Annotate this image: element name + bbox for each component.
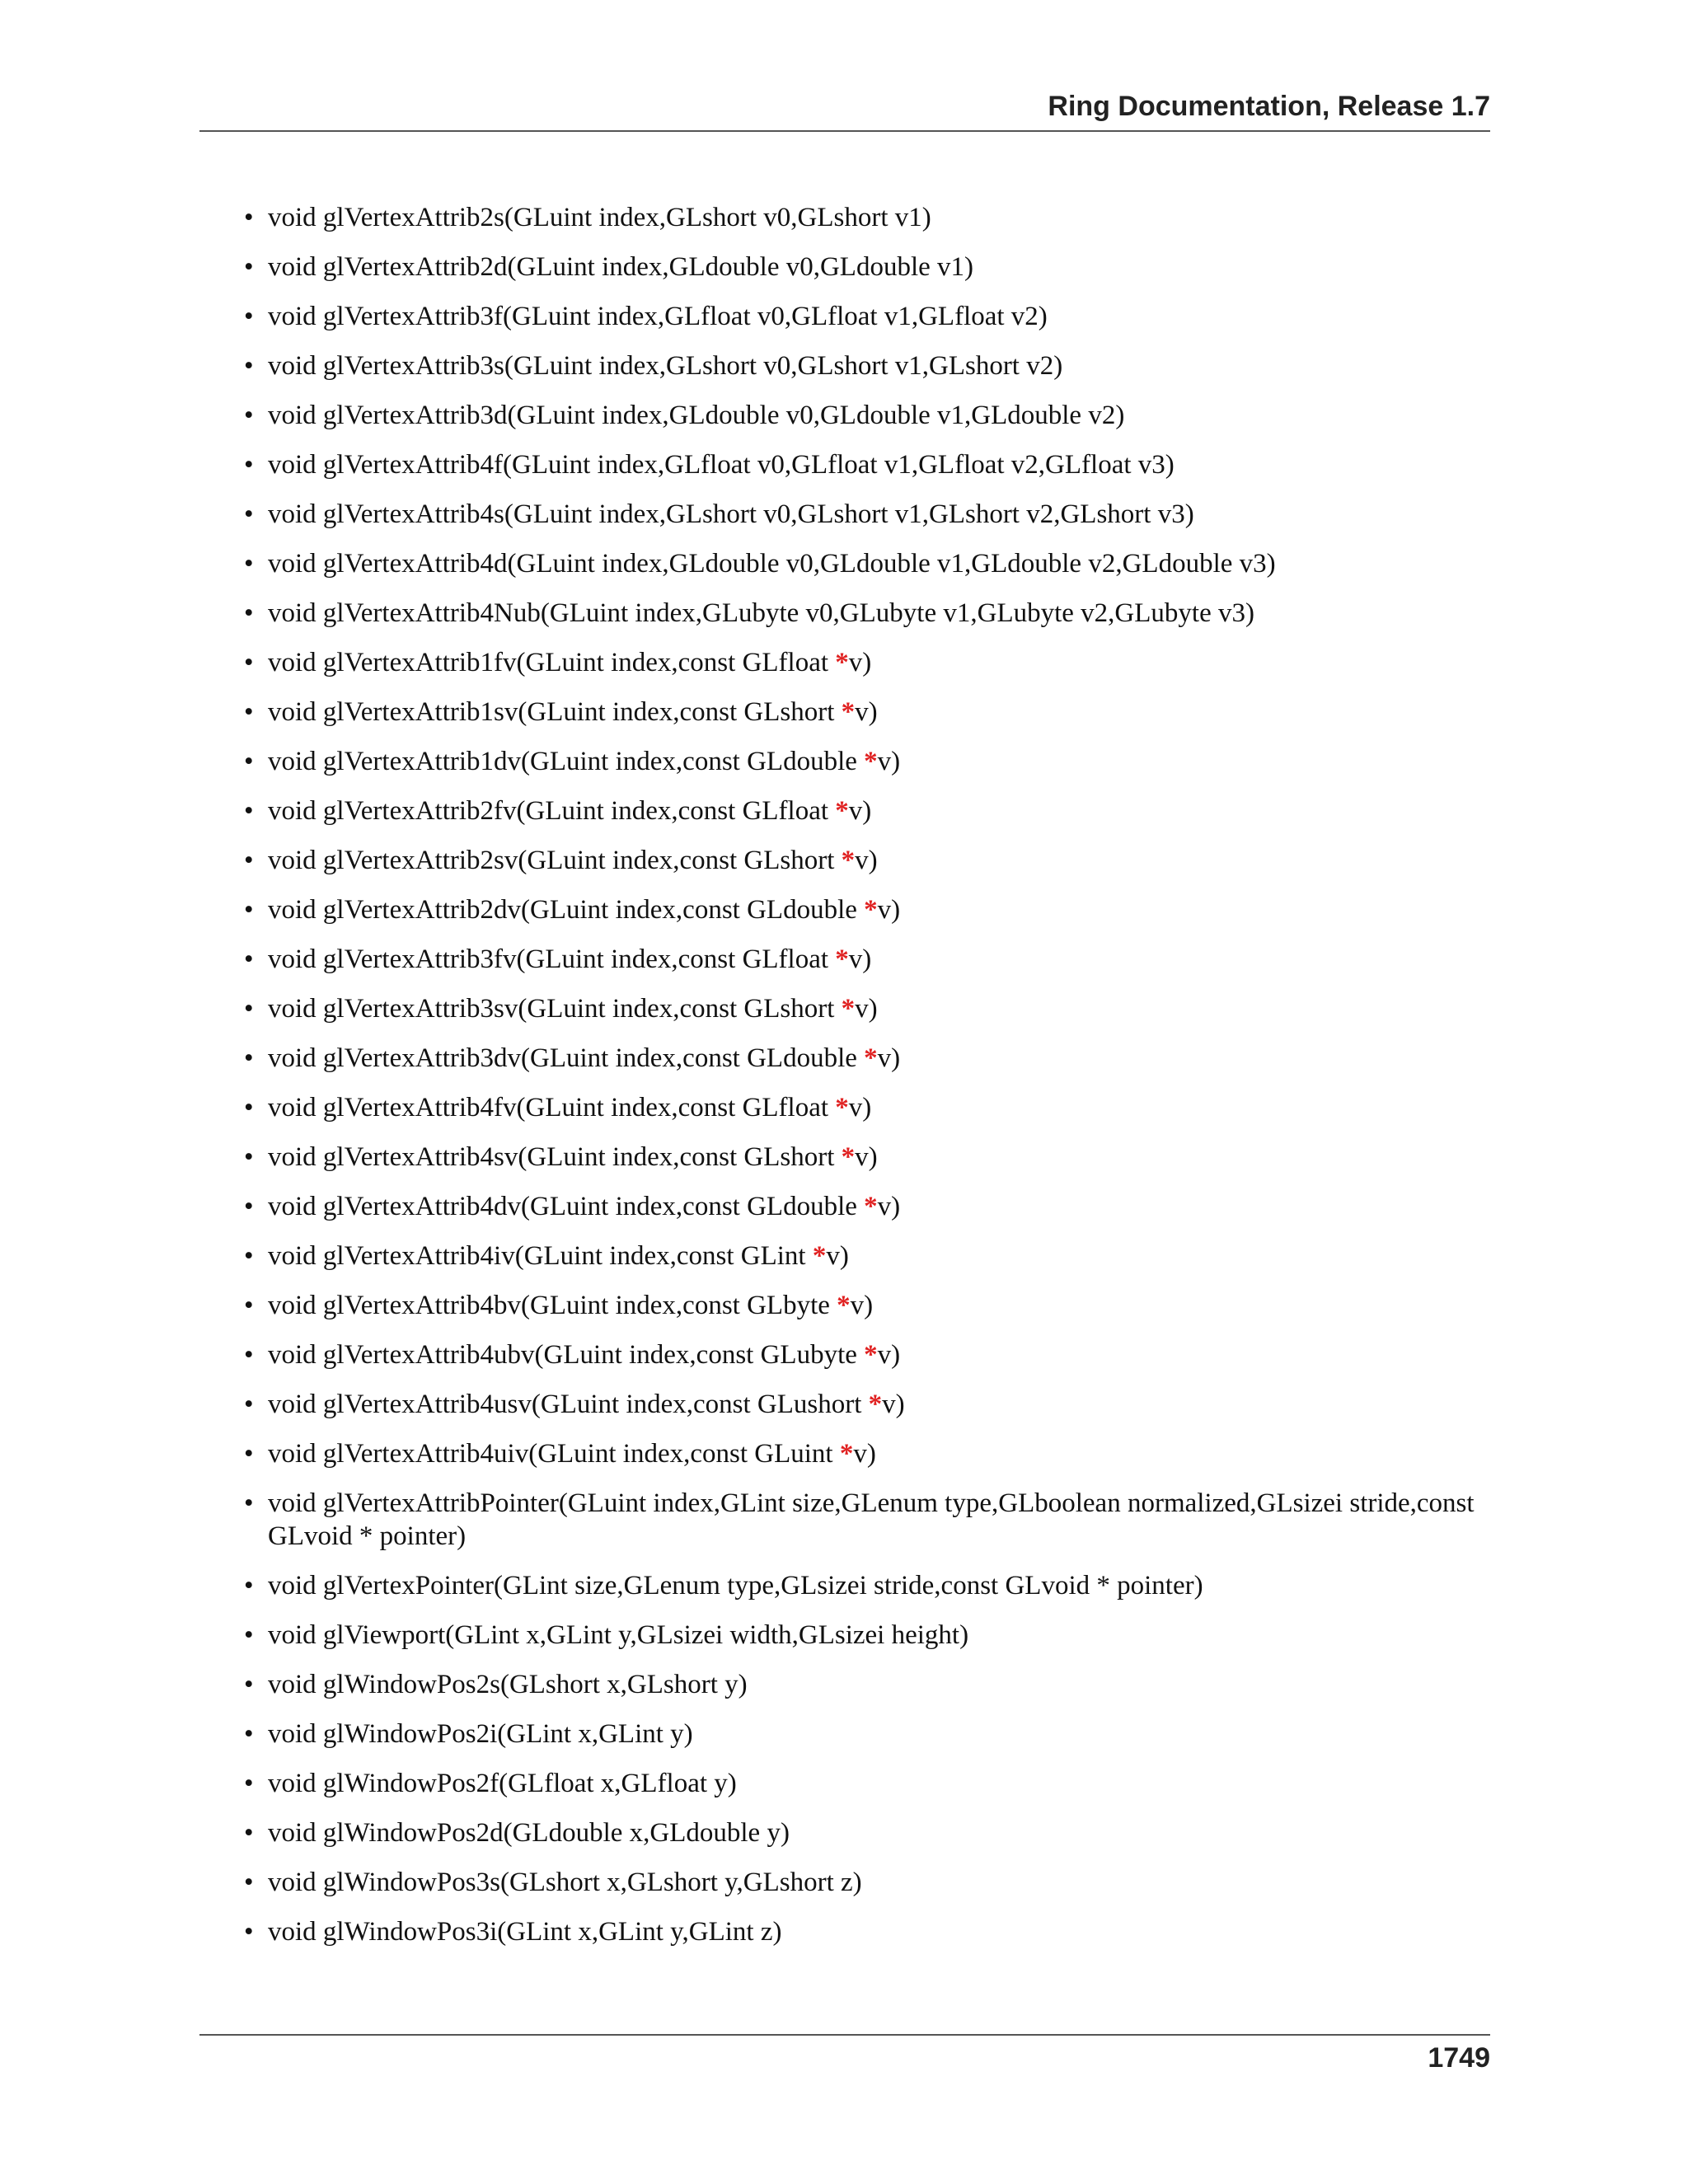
bullet-icon: • [244, 796, 254, 826]
item-text: void glVertexAttrib4s(GLuint index,GLshort v0,GLshort v1,GLshort v2,GLshort v3) [268, 499, 1194, 529]
item-text: void glVertexAttrib2s(GLuint index,GLshort v0,GLshort v1) [268, 203, 931, 232]
item-text: void glWindowPos2i(GLint x,GLint y) [268, 1719, 693, 1749]
pointer-asterisk: * [839, 1439, 854, 1469]
list-item [244, 1816, 1490, 1849]
list-item [244, 1866, 1490, 1899]
list-item [244, 1338, 1490, 1371]
list-item [244, 1091, 1490, 1124]
item-text-tail: v) [848, 796, 872, 826]
list-item [244, 201, 1490, 234]
item-text-tail: v) [855, 1142, 878, 1172]
list-item [244, 1915, 1490, 1948]
bullet-icon: • [244, 1571, 254, 1601]
bullet-icon: • [244, 499, 254, 529]
item-text: void glWindowPos3i(GLint x,GLint y,GLint z) [268, 1917, 782, 1947]
pointer-asterisk: * [835, 648, 849, 677]
item-text: void glVertexAttrib4dv(GLuint index,const GLdouble [268, 1192, 865, 1221]
item-text-tail: v) [850, 1291, 874, 1320]
page-number: 1749 [1428, 2042, 1490, 2074]
item-text: void glWindowPos3s(GLshort x,GLshort y,GLshort z) [268, 1868, 862, 1897]
bullet-icon: • [244, 1043, 254, 1073]
bullet-icon: • [244, 1390, 254, 1419]
footer-divider [199, 2034, 1490, 2036]
item-text: void glVertexAttrib4ubv(GLuint index,const GLubyte [268, 1340, 865, 1370]
item-text-tail: v) [855, 846, 878, 875]
list-item [244, 597, 1490, 630]
pointer-asterisk: * [841, 846, 856, 875]
item-text: void glVertexAttrib1sv(GLuint index,const GLshort [268, 697, 842, 727]
item-text: void glVertexAttrib2d(GLuint index,GLdouble v0,GLdouble v1) [268, 252, 974, 282]
list-item [244, 1569, 1490, 1602]
bullet-icon: • [244, 994, 254, 1024]
bullet-icon: • [244, 1488, 254, 1518]
item-text: void glVertexAttrib3fv(GLuint index,const GLfloat [268, 944, 836, 974]
list-item [244, 893, 1490, 926]
item-text-tail: v) [848, 648, 872, 677]
item-text: void glVertexAttrib4f(GLuint index,GLfloat v0,GLfloat v1,GLfloat v2,GLfloat v3) [268, 450, 1175, 480]
list-item [244, 1767, 1490, 1800]
list-item [244, 448, 1490, 481]
pointer-asterisk: * [864, 1192, 878, 1221]
item-text: void glVertexAttrib1fv(GLuint index,const GLfloat [268, 648, 836, 677]
list-item [244, 1042, 1490, 1075]
bullet-icon: • [244, 351, 254, 381]
bullet-icon: • [244, 203, 254, 232]
bullet-icon: • [244, 944, 254, 974]
list-item [244, 1437, 1490, 1470]
bullet-icon: • [244, 1719, 254, 1749]
pointer-asterisk: * [868, 1390, 883, 1419]
pointer-asterisk: * [835, 944, 849, 974]
bullet-icon: • [244, 1620, 254, 1650]
pointer-asterisk: * [864, 1340, 878, 1370]
pointer-asterisk: * [837, 1291, 851, 1320]
bullet-icon: • [244, 1868, 254, 1897]
pointer-asterisk: * [841, 697, 856, 727]
item-text: void glVertexAttrib4uiv(GLuint index,const GLuint [268, 1439, 840, 1469]
item-text-tail: v) [848, 1093, 872, 1122]
item-text: void glVertexAttrib1dv(GLuint index,const GLdouble [268, 747, 865, 776]
item-text-tail: v) [877, 1043, 901, 1073]
item-text: void glVertexAttrib3dv(GLuint index,const GLdouble [268, 1043, 865, 1073]
item-text: void glVertexAttrib3sv(GLuint index,const GLshort [268, 994, 842, 1024]
item-text: void glWindowPos2d(GLdouble x,GLdouble y) [268, 1818, 790, 1848]
bullet-icon: • [244, 747, 254, 776]
list-item [244, 1619, 1490, 1652]
item-text: void glWindowPos2f(GLfloat x,GLfloat y) [268, 1769, 737, 1798]
page-header-title: Ring Documentation, Release 1.7 [1048, 91, 1490, 122]
bullet-icon: • [244, 1291, 254, 1320]
item-text-tail: v) [882, 1390, 905, 1419]
item-text: void glVertexAttrib4fv(GLuint index,const GLfloat [268, 1093, 836, 1122]
bullet-icon: • [244, 1192, 254, 1221]
list-item [244, 1289, 1490, 1322]
list-item [244, 1487, 1490, 1553]
list-item [244, 992, 1490, 1025]
list-item [244, 696, 1490, 729]
item-text-tail: v) [855, 697, 878, 727]
bullet-icon: • [244, 450, 254, 480]
item-text: void glViewport(GLint x,GLint y,GLsizei width,GLsizei height) [268, 1620, 969, 1650]
list-item [244, 399, 1490, 432]
list-item [244, 1190, 1490, 1223]
bullet-icon: • [244, 1769, 254, 1798]
list-item [244, 1141, 1490, 1174]
pointer-asterisk: * [864, 1043, 878, 1073]
item-text-tail: v) [855, 994, 878, 1024]
list-item [244, 1718, 1490, 1750]
list-item [244, 794, 1490, 827]
bullet-icon: • [244, 648, 254, 677]
pointer-asterisk: * [841, 1142, 856, 1172]
item-text: void glVertexAttrib4d(GLuint index,GLdouble v0,GLdouble v1,GLdouble v2,GLdouble v3) [268, 549, 1276, 579]
bullet-icon: • [244, 549, 254, 579]
bullet-icon: • [244, 1142, 254, 1172]
item-text-tail: v) [877, 1340, 901, 1370]
item-text: void glVertexAttribPointer(GLuint index,GLint size,GLenum type,GLboolean normalized,GLsizei stride,const GLvoid * pointer) [268, 1488, 1475, 1551]
bullet-icon: • [244, 1241, 254, 1271]
item-text-tail: v) [877, 747, 901, 776]
item-text-tail: v) [877, 895, 901, 925]
list-item [244, 745, 1490, 778]
list-item [244, 646, 1490, 679]
item-text-tail: v) [877, 1192, 901, 1221]
list-item [244, 300, 1490, 333]
item-text: void glVertexAttrib4bv(GLuint index,const GLbyte [268, 1291, 837, 1320]
list-item [244, 844, 1490, 877]
item-text-tail: v) [848, 944, 872, 974]
item-text: void glVertexAttrib4iv(GLuint index,const GLint [268, 1241, 813, 1271]
pointer-asterisk: * [835, 796, 849, 826]
item-text: void glVertexAttrib2dv(GLuint index,const GLdouble [268, 895, 865, 925]
bullet-icon: • [244, 1917, 254, 1947]
bullet-icon: • [244, 1093, 254, 1122]
list-item [244, 251, 1490, 284]
pointer-asterisk: * [864, 747, 878, 776]
item-text: void glVertexAttrib3d(GLuint index,GLdouble v0,GLdouble v1,GLdouble v2) [268, 401, 1125, 430]
pointer-asterisk: * [864, 895, 878, 925]
pointer-asterisk: * [835, 1093, 849, 1122]
bullet-icon: • [244, 895, 254, 925]
item-text: void glVertexPointer(GLint size,GLenum type,GLsizei stride,const GLvoid * pointer) [268, 1571, 1203, 1601]
bullet-icon: • [244, 1340, 254, 1370]
list-item [244, 547, 1490, 580]
bullet-icon: • [244, 1670, 254, 1699]
bullet-icon: • [244, 1818, 254, 1848]
bullet-icon: • [244, 302, 254, 331]
list-item [244, 1668, 1490, 1701]
bullet-icon: • [244, 697, 254, 727]
item-text-tail: v) [853, 1439, 876, 1469]
bullet-icon: • [244, 252, 254, 282]
list-item [244, 1388, 1490, 1421]
list-item [244, 498, 1490, 531]
bullet-icon: • [244, 1439, 254, 1469]
item-text: void glVertexAttrib4Nub(GLuint index,GLubyte v0,GLubyte v1,GLubyte v2,GLubyte v3) [268, 598, 1254, 628]
item-text: void glVertexAttrib3f(GLuint index,GLfloat v0,GLfloat v1,GLfloat v2) [268, 302, 1048, 331]
item-text: void glVertexAttrib4sv(GLuint index,const GLshort [268, 1142, 842, 1172]
list-item [244, 943, 1490, 976]
item-text: void glVertexAttrib3s(GLuint index,GLshort v0,GLshort v1,GLshort v2) [268, 351, 1063, 381]
list-item [244, 1240, 1490, 1272]
bullet-icon: • [244, 401, 254, 430]
item-text: void glVertexAttrib2sv(GLuint index,const GLshort [268, 846, 842, 875]
list-item [244, 349, 1490, 382]
item-text: void glVertexAttrib4usv(GLuint index,const GLushort [268, 1390, 869, 1419]
item-text-tail: v) [826, 1241, 849, 1271]
bullet-icon: • [244, 846, 254, 875]
pointer-asterisk: * [841, 994, 856, 1024]
bullet-icon: • [244, 598, 254, 628]
item-text: void glWindowPos2s(GLshort x,GLshort y) [268, 1670, 748, 1699]
pointer-asterisk: * [812, 1241, 827, 1271]
item-text: void glVertexAttrib2fv(GLuint index,const GLfloat [268, 796, 836, 826]
